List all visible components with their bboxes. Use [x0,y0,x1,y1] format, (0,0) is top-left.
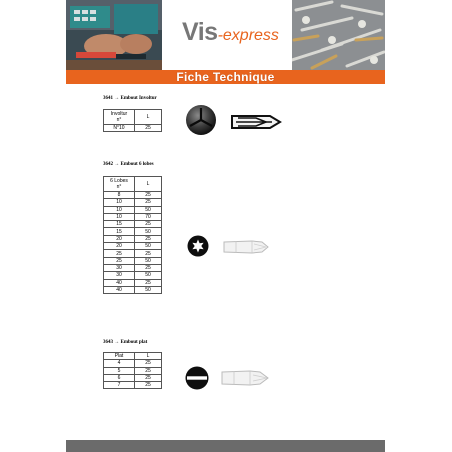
page-title: Fiche Technique [176,70,275,84]
table-cell: 25 [135,125,162,132]
table-cell: 5 [104,367,135,374]
table-cell: 20 [104,243,135,250]
table-header-row [104,353,162,360]
table-cell: 25 [135,367,162,374]
table-cell: 25 [135,360,162,367]
table-cell: 10 [104,199,135,206]
table-row [104,125,162,132]
table-cell: 25 [135,221,162,228]
section-title-3642: 3642 → Embout 6 lobes [103,162,154,167]
table-cell: 15 [104,228,135,235]
table-cell: N°10 [104,125,135,132]
table-cell: 15 [104,221,135,228]
table-row [104,360,162,367]
table-row [104,257,162,264]
table-cell: 50 [135,286,162,293]
table-row [104,199,162,206]
table-header-row [104,177,162,192]
table-row [104,213,162,220]
table-cell: 70 [135,213,162,220]
workshop-photo [66,0,162,70]
column-header: L [135,110,162,125]
table-cell: 20 [104,235,135,242]
vis-express-logo: Vis-express [182,18,279,46]
table-row [104,382,162,389]
table-cell: 50 [135,272,162,279]
slotted-bit-icon [220,368,270,388]
table-cell: 25 [104,257,135,264]
table-cell: 30 [104,272,135,279]
table-row [104,374,162,381]
table-cell: 25 [135,250,162,257]
header [66,0,385,70]
table-cell: 25 [135,382,162,389]
table-cell: 25 [135,264,162,271]
table-cell: 25 [135,199,162,206]
torx-bit-icon [222,238,270,256]
table-row [104,286,162,293]
table-row [104,279,162,286]
involtur-bit-icon [230,112,282,132]
table-cell: 8 [104,192,135,199]
screws-photo [292,0,385,70]
table-cell: 40 [104,279,135,286]
section-title-3643: 3643 → Embout plat [103,340,148,345]
table-cell: 6 [104,374,135,381]
table-row [104,250,162,257]
table-cell: 10 [104,213,135,220]
table-cell: 7 [104,382,135,389]
involtur-head-icon [185,104,217,136]
table-cell: 25 [104,250,135,257]
table-row [104,235,162,242]
table-cell: 40 [104,286,135,293]
spec-table-3641 [103,109,162,132]
table-cell: 25 [135,192,162,199]
table-cell: 50 [135,243,162,250]
column-header: Plat [104,353,135,360]
spec-table-3643 [103,352,162,389]
table-row [104,192,162,199]
column-header-label: Involtur n° [110,111,128,123]
table-cell: 30 [104,264,135,271]
torx-head-icon [187,235,209,257]
table-cell: 50 [135,257,162,264]
table-row [104,228,162,235]
column-header: L [135,353,162,360]
table-cell: 50 [135,206,162,213]
column-header [104,110,135,125]
table-cell: 10 [104,206,135,213]
section-title-3641: 3641 → Embout Involtur [103,96,157,101]
table-cell: 4 [104,360,135,367]
column-header [104,177,135,192]
slotted-head-icon [185,366,209,390]
technical-sheet [66,0,385,452]
table-header-row [104,110,162,125]
table-row [104,272,162,279]
table-row [104,221,162,228]
spec-table-3642 [103,176,162,294]
table-row [104,206,162,213]
table-row [104,243,162,250]
table-row [104,264,162,271]
table-cell: 25 [135,235,162,242]
title-bar [66,70,385,84]
column-header-label: 6 Lobes n° [110,178,128,190]
table-row [104,367,162,374]
table-cell: 50 [135,228,162,235]
column-header: L [135,177,162,192]
table-cell: 25 [135,279,162,286]
footer-bar [66,440,385,452]
table-cell: 25 [135,374,162,381]
